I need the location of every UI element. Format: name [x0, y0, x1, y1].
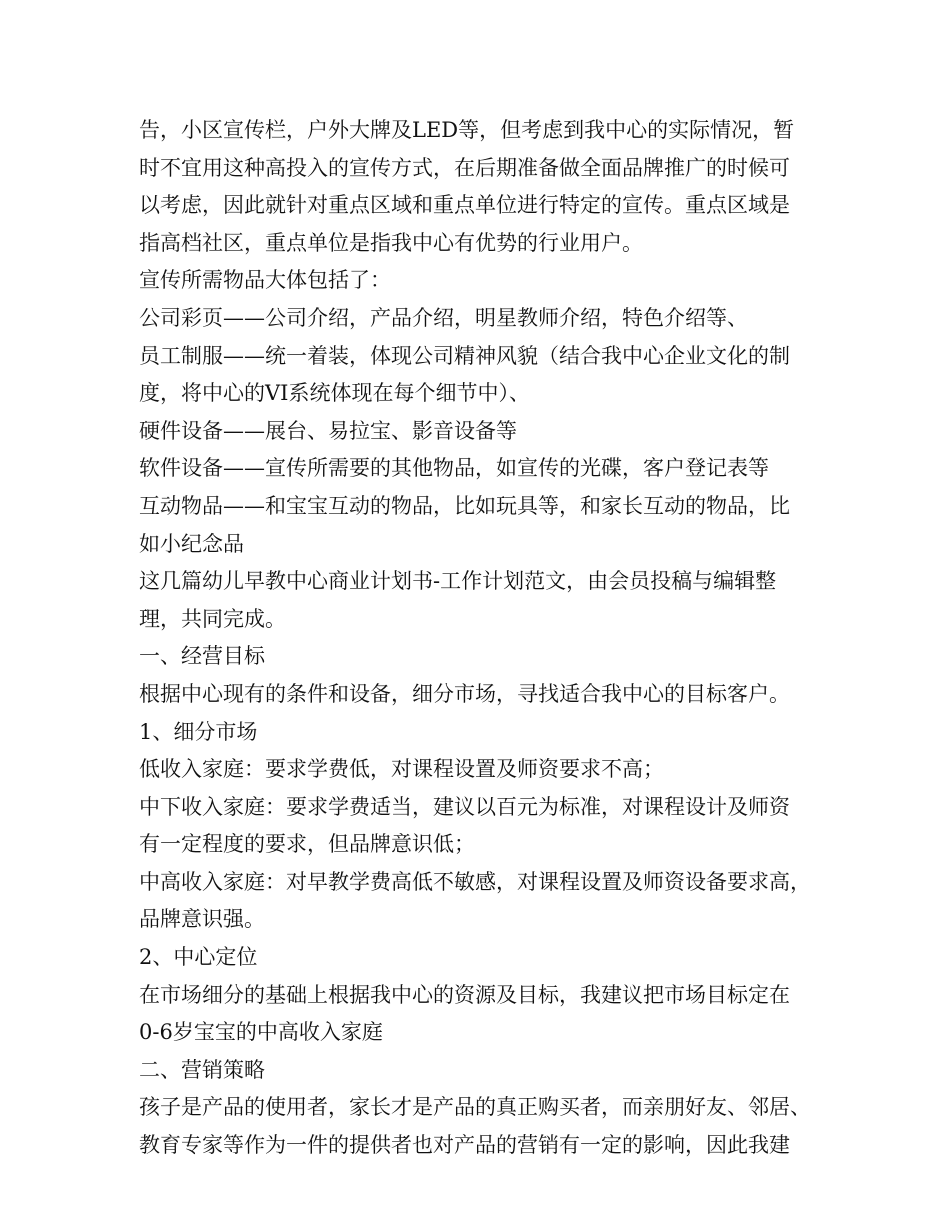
- text-line: 度，将中心的VI系统体现在每个细节中）、: [139, 381, 530, 406]
- section-heading: 二、营销策略: [139, 1057, 265, 1082]
- section-heading: 一、经营目标: [139, 644, 265, 669]
- text-line: 以考虑，因此就针对重点区域和重点单位进行特定的宣传。重点区域是: [139, 193, 790, 218]
- text-line: 这几篇幼儿早教中心商业计划书-工作计划范文，由会员投稿与编辑整: [139, 569, 777, 594]
- text-line: 中下收入家庭：要求学费适当，建议以百元为标准，对课程设计及师资: [139, 794, 790, 819]
- text-line: 在市场细分的基础上根据我中心的资源及目标，我建议把市场目标定在: [139, 982, 790, 1007]
- document-body: [139, 112, 829, 1165]
- text-line: 有一定程度的要求，但品牌意识低；: [139, 832, 475, 857]
- text-line: 理，共同完成。: [139, 606, 286, 631]
- text-line: 0-6岁宝宝的中高收入家庭: [139, 1020, 383, 1045]
- text-line: 软件设备——宣传所需要的其他物品，如宣传的光碟，客户登记表等: [139, 456, 769, 481]
- text-line: 孩子是产品的使用者，家长才是产品的真正购买者，而亲朋好友、邻居、: [139, 1095, 811, 1120]
- text-line: 如小纪念品: [139, 531, 244, 556]
- text-line: 硬件设备——展台、易拉宝、影音设备等: [139, 418, 517, 443]
- text-line: 告，小区宣传栏，户外大牌及LED等，但考虑到我中心的实际情况，暂: [139, 118, 795, 142]
- text-line: 公司彩页——公司介绍，产品介绍，明星教师介绍，特色介绍等、: [139, 305, 748, 330]
- text-line: 指高档社区，重点单位是指我中心有优势的行业用户。: [139, 230, 643, 255]
- subsection-heading: 1、细分市场: [139, 719, 258, 744]
- subsection-heading: 2、中心定位: [139, 945, 258, 970]
- text-line: 低收入家庭：要求学费低，对课程设置及师资要求不高；: [139, 757, 664, 782]
- text-line: 中高收入家庭：对早教学费高低不敏感，对课程设置及师资设备要求高，: [139, 869, 811, 894]
- text-line: 根据中心现有的条件和设备，细分市场，寻找适合我中心的目标客户。: [139, 681, 790, 706]
- text-line: 互动物品——和宝宝互动的物品，比如玩具等，和家长互动的物品，比: [139, 493, 790, 518]
- text-line: 教育专家等作为一件的提供者也对产品的营销有一定的影响，因此我建: [139, 1133, 790, 1158]
- text-line: 品牌意识强。: [139, 907, 265, 932]
- text-line: 时不宜用这种高投入的宣传方式，在后期准备做全面品牌推广的时候可: [139, 155, 790, 180]
- text-line: 宣传所需物品大体包括了：: [139, 268, 391, 293]
- text-line: 员工制服——统一着装，体现公司精神风貌（结合我中心企业文化的制: [139, 343, 790, 368]
